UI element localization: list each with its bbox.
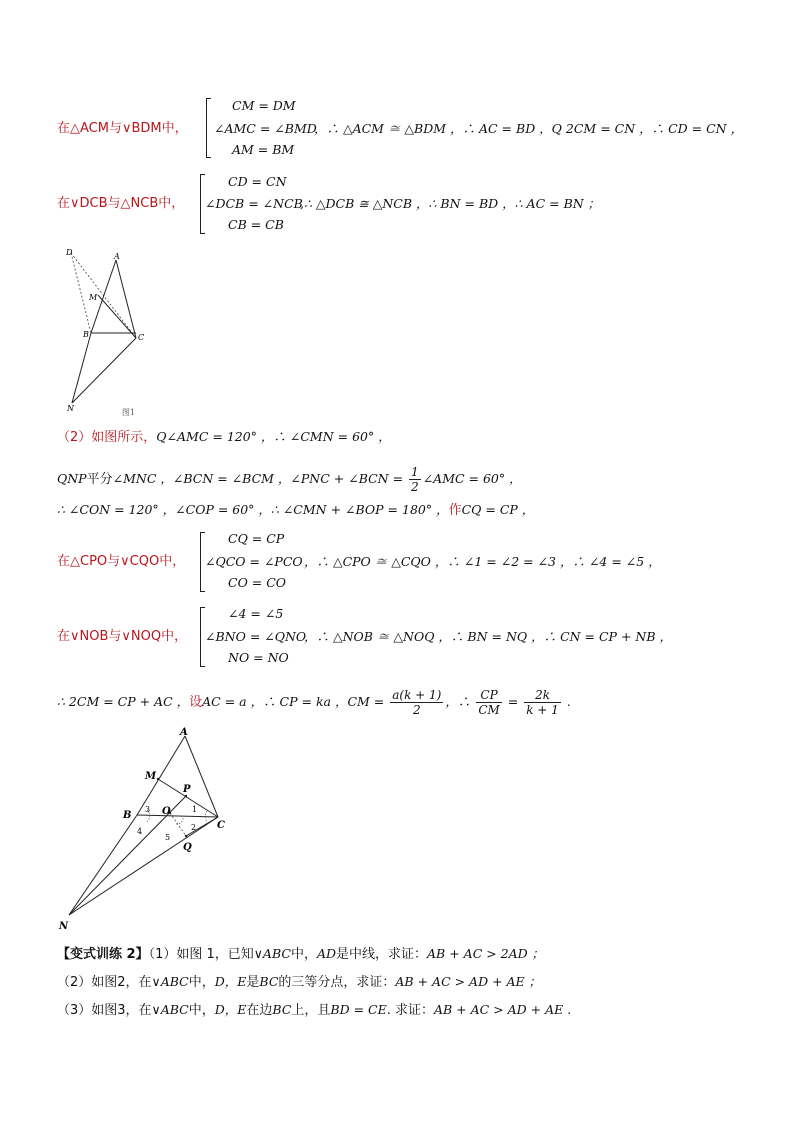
label-B: B — [123, 810, 132, 821]
block2-prefix: 在∨DCB与△NCB中， — [57, 196, 185, 211]
block3-prefix: 在△CPO与∨CQO中， — [57, 554, 186, 569]
den: k + 1 — [526, 703, 559, 717]
block4-rest: ，∴ △NOB ≅ △NOQ ，∴ BN = NQ ，∴ CN = CP + NB ， — [304, 629, 672, 644]
label-A: A — [180, 727, 188, 738]
num: CP — [476, 688, 501, 703]
num: a(k + 1) — [392, 688, 442, 702]
text: 是中线，求证： — [336, 947, 428, 962]
text: D，E — [214, 974, 247, 989]
text: AD — [316, 946, 337, 961]
part2-intro: （2）如图所示， — [57, 430, 157, 445]
block4-eq3: NO = NO — [228, 650, 289, 665]
text: 平分 — [86, 472, 113, 487]
text: BC — [272, 1002, 292, 1017]
fraction-cm — [390, 688, 443, 717]
text: 设 — [189, 695, 203, 710]
text: （1）如图 1，已知 — [148, 947, 254, 962]
den: 2 — [411, 480, 419, 494]
angle-4: 4 — [137, 827, 143, 836]
text: （3）如图3，在 — [57, 1003, 152, 1018]
block2-rest: ,∴ △DCB ≅ △NCB ，∴ BN = BD ，∴ AC = BN ； — [300, 196, 601, 211]
label-C: C — [217, 820, 225, 831]
text: 中， — [188, 975, 215, 990]
text: AB + AC > AD + AE ； — [395, 974, 542, 989]
text: 的三等分点，求证： — [278, 975, 396, 990]
block3-eq3: CO = CO — [228, 575, 287, 590]
num: 1 — [411, 465, 419, 479]
text: BD = CE — [330, 1002, 387, 1017]
part2-line1 — [57, 428, 391, 447]
exercise-q2 — [57, 973, 541, 992]
angle-1: 1 — [192, 805, 198, 814]
label-D: D — [66, 248, 73, 257]
block1-prefix: 在△ACM与∨BDM中， — [57, 121, 188, 136]
block1-rest: ，∴ △ACM ≅ △BDM ，∴ AC = BD ，Q 2CM = CN ，∴ CD = CN ， — [314, 121, 744, 136]
block3-rest: ，∴ △CPO ≅ △CQO ，∴ ∠1 = ∠2 = ∠3 ，∴ ∠4 = ∠5 ， — [304, 554, 661, 569]
text: AB + AC > 2AD ； — [427, 946, 545, 961]
text: 中， — [290, 947, 317, 962]
label-C: C — [138, 333, 145, 342]
text: ∴ ∠CON = 120° ，∠COP = 60° ，∴ ∠CMN + ∠BOP = 180° ， — [57, 502, 449, 517]
angle-3: 3 — [145, 805, 151, 814]
exercise-title: 【变式训练 2】 — [57, 947, 149, 962]
block4-eq1: ∠4 = ∠5 — [228, 606, 284, 621]
figure-1 — [58, 245, 158, 420]
text: 是 — [246, 975, 260, 990]
text: 上，且 — [291, 1003, 331, 1018]
fraction-cp-cm — [476, 688, 501, 717]
brace — [206, 98, 211, 158]
exercise-q1 — [57, 945, 544, 964]
part2-eq: Q∠AMC = 120° ，∴ ∠CMN = 60° ， — [156, 429, 391, 444]
text: . 求证： — [386, 1003, 434, 1018]
label-Q: Q — [183, 842, 192, 853]
label-P: P — [183, 784, 191, 795]
text: CQ = CP ， — [461, 502, 535, 517]
text: ∨ABC — [151, 1002, 189, 1017]
text: ，∴ — [445, 694, 475, 709]
block2-eq3: CB = CB — [228, 217, 284, 232]
text: BC — [259, 974, 279, 989]
block3-eq2: ∠QCO = ∠PCO — [205, 554, 303, 569]
text: （2）如图2，在 — [57, 975, 152, 990]
angle-5: 5 — [165, 833, 171, 842]
final-line — [57, 688, 571, 717]
exercise-q3 — [57, 1001, 571, 1020]
block1-eq1: CM = DM — [232, 98, 296, 113]
block1-eq2: ∠AMC = ∠BMD — [214, 121, 317, 136]
label-A: A — [114, 252, 120, 261]
text: ∠AMC = 60° ， — [422, 471, 522, 486]
text: ∨ABC — [253, 946, 291, 961]
text: AC = a ，∴ CP = ka ，CM = — [202, 694, 389, 709]
label-N: N — [67, 404, 74, 413]
num: 2k — [524, 688, 561, 703]
figure-2 — [55, 722, 245, 934]
figure-caption: 图1 — [122, 408, 136, 417]
angle-2: 2 — [191, 823, 197, 832]
block1-eq3: AM = BM — [232, 142, 295, 157]
text: D，E — [214, 1002, 247, 1017]
text: = — [503, 694, 523, 709]
label-O: O — [162, 806, 171, 817]
text: 作 — [448, 503, 462, 518]
text: AB + AC > AD + AE . — [434, 1002, 572, 1017]
label-N: N — [59, 921, 69, 932]
block3-eq1: CQ = CP — [228, 531, 285, 546]
block2-eq1: CD = CN — [228, 174, 287, 189]
label-M: M — [89, 293, 98, 302]
text: . — [562, 694, 571, 709]
text: ∴ 2CM = CP + AC ， — [57, 694, 190, 709]
den: CM — [478, 703, 500, 717]
fraction-2k — [524, 688, 561, 717]
fraction-half — [409, 465, 421, 494]
text: 在边 — [246, 1003, 273, 1018]
label-M: M — [145, 771, 157, 782]
part2-line3 — [57, 501, 534, 520]
text: ∠MNC ，∠BCN = ∠BCM ，∠PNC + ∠BCN = — [112, 471, 408, 486]
text: ∨ABC — [151, 974, 189, 989]
block4-prefix: 在∨NOB与∨NOQ中， — [57, 629, 188, 644]
part2-line2 — [57, 465, 522, 494]
label-B: B — [83, 330, 89, 339]
text: 中， — [188, 1003, 215, 1018]
den: 2 — [412, 703, 421, 717]
block2-eq2: ∠DCB = ∠NCB — [205, 196, 303, 211]
block4-eq2: ∠BNO = ∠QNO — [205, 629, 307, 644]
text: QNP — [57, 471, 87, 486]
